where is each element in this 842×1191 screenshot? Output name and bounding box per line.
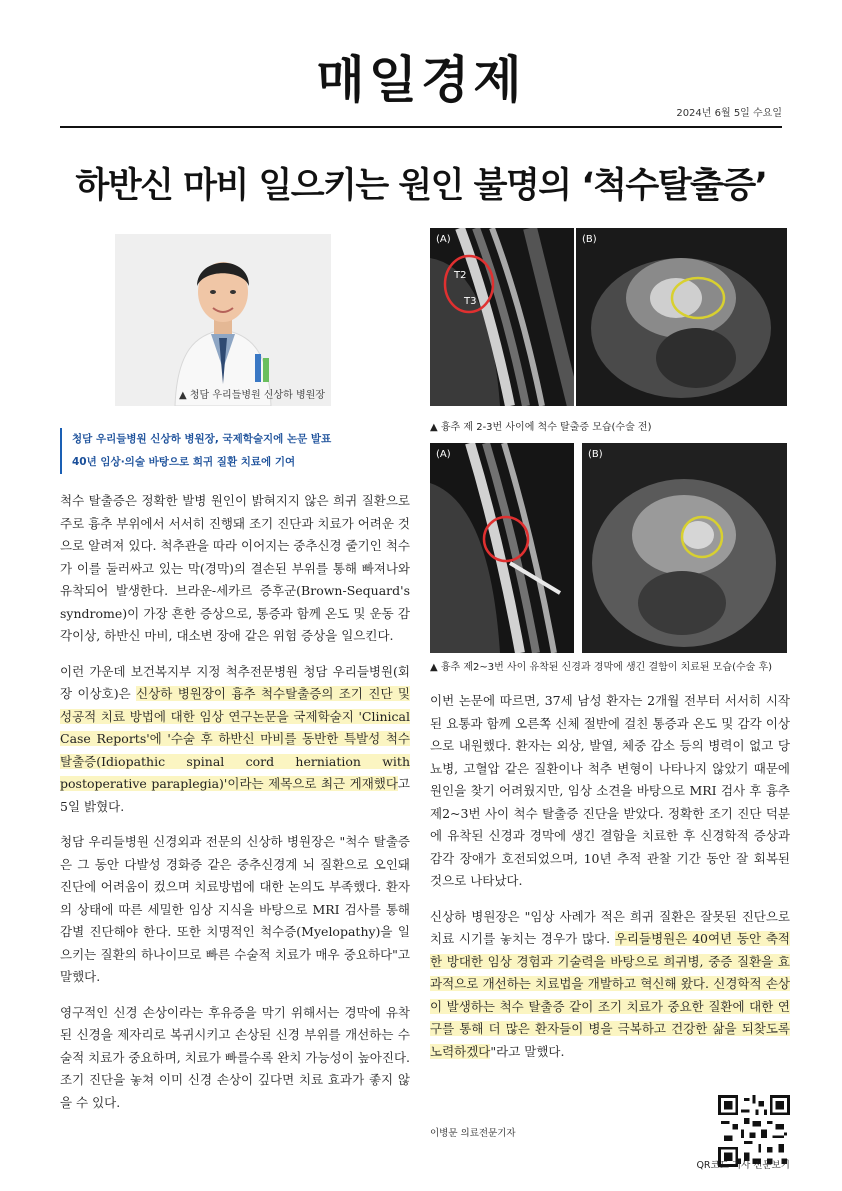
paragraph-6-intro: 신상하 병원장은 "임상 사례가 적은 희귀 질환은 잘못된 진단으로 치료 시기를 놓치는 경우가 많다. xyxy=(430,908,790,946)
photo-caption: ▲ 청담 우리들병원 신상하 병원장 xyxy=(179,390,325,401)
mri-figure-2-caption: ▲ 흉추 제2~3번 사이 유착된 신경과 경막에 생긴 결함이 치료된 모습(수술 후) xyxy=(430,662,773,673)
headline: 하반신 마비 일으키는 원인 불명의 ‘척수탈출증’ xyxy=(75,166,767,206)
left-column xyxy=(60,490,410,1127)
qr-caption: QR코드 기사 전문보기 xyxy=(696,1160,790,1171)
paragraph-6-end: "라고 말했다. xyxy=(490,1043,565,1059)
paragraph-2-highlight: 신상하 병원장이 흉추 척수탈출증의 조기 진단 및 성공적 치료 방법에 대한 임상 연구논문을 국제학술지 'Clinical Case Reports'에 '수술 후 하반신 마비를 동반한 특발성 척수 탈출증(Idiopathic spinal cord herniation with postoperative paraplegia)'이라는 제목으로 최근 게재했다 xyxy=(60,686,410,791)
publication-date: 2024년 6월 5일 수요일 xyxy=(676,108,782,119)
subheading-block xyxy=(60,428,417,474)
subheading-1: 청담 우리들병원 신상하 병원장, 국제학술지에 논문 발표 xyxy=(72,433,332,445)
mri-figure-1-a xyxy=(430,228,574,406)
right-column xyxy=(430,690,790,1076)
paragraph-3: 청담 우리들병원 신경외과 전문의 신상하 병원장은 "척수 탈출증은 그 동안 다발성 경화증 같은 중추신경계 뇌 질환으로 오인돼 진단에 어려움이 컸으며 치료방법에 대한 논의도 부족했다. 환자의 상태에 따른 세밀한 임상 지식을 바탕으로 MRI 검사를 통해 감별 진단해야 한다. 또한 치명적인 척수증(Myelopathy)을 일으키는 질환의 하나이므로 빠른 수술적 치료가 매우 중요하다"고 말했다. xyxy=(60,834,410,984)
mri-figure-2-a xyxy=(430,443,574,653)
paragraph-1: 척수 탈출증은 정확한 발병 원인이 밝혀지지 않은 희귀 질환으로 주로 흉추 부위에서 서서히 진행돼 조기 진단과 치료가 어려운 것으로 알려져 있다. 척추관을 따라 이어지는 중추신경 줄기인 척수가 이를 둘러싸고 있는 막(경막)의 결손된 부위를 통해 빠져나와 유착되어 발생한다. 브라운-세카르 증후군(Brown-Sequard's syndrome)이 가장 흔한 증상으로, 통증과 함께 온도 및 운동 감각이상, 하반신 마비, 대소변 장애 같은 위험 증상을 일으킨다. xyxy=(60,493,410,643)
portrait-photo xyxy=(115,234,331,406)
byline: 이병문 의료전문기자 xyxy=(430,1128,516,1139)
paragraph-2-end: 고 5일 밝혔다. xyxy=(60,776,410,814)
masthead-logo: 매일경제 xyxy=(316,51,526,109)
paragraph-2-intro: 이런 가운데 보건복지부 지정 척추전문병원 청담 우리들병원(회장 이상호)은 xyxy=(60,663,410,701)
paragraph-6-highlight: 우리들병원은 40여년 동안 축적한 방대한 임상 경험과 기술력을 바탕으로 희귀병, 중증 질환을 효과적으로 개선하는 치료법을 개발하고 혁신해 왔다. 신경학적 손상이 발생하는 척수 탈출증 같이 조기 치료가 중요한 질환에 대한 연구를 통해 더 많은 환자들이 병을 극복하고 건강한 삶을 되찾도록 노력하겠다 xyxy=(430,931,790,1059)
fig1-label-a: (A) xyxy=(436,234,451,245)
fig2-label-b: (B) xyxy=(588,449,603,460)
portrait-illustration xyxy=(115,234,331,406)
header-divider xyxy=(60,126,782,128)
fig2-label-a: (A) xyxy=(436,449,451,460)
paragraph-2 xyxy=(60,661,410,819)
paragraph-4: 영구적인 신경 손상이라는 후유증을 막기 위해서는 경막에 유착된 신경을 제자리로 복귀시키고 손상된 신경 부위를 개선하는 수술적 치료가 중요하며, 치료가 빠를수록 완치 가능성이 높아진다. 조기 진단을 놓쳐 이미 신경 손상이 깊다면 치료 효과가 좋지 않을 수 있다. xyxy=(60,1004,410,1110)
fig1-label-b: (B) xyxy=(582,234,597,245)
paragraph-6 xyxy=(430,906,790,1064)
fig1-label-t3: T3 xyxy=(464,296,477,307)
subheading-2: 40년 임상·의술 바탕으로 희귀 질환 치료에 기여 xyxy=(72,456,296,468)
mri-figure-1-b xyxy=(576,228,787,406)
mri-figure-2-b xyxy=(582,443,787,653)
fig1-label-t2: T2 xyxy=(454,270,467,281)
paragraph-5: 이번 논문에 따르면, 37세 남성 환자는 2개월 전부터 서서히 시작된 요통과 함께 오른쪽 신체 절반에 걸친 통증과 온도 및 감각 이상으로 내원했다. 환자는 외상, 발열, 체중 감소 등의 병력이 없고 당뇨병, 고혈압 같은 질환이나 척추 변형이 나타나지 않았기 때문에 원인을 찾기 어려웠지만, 임상 소견을 바탕으로 MRI 검사 후 흉추 제2~3번 사이 척수 탈출증 진단을 받았다. 정확한 조기 진단 덕분에 유착된 신경과 경막에 생긴 결함을 치료한 후 신경학적 증상과 감각 장애가 호전되었으며, 10년 추적 관찰 기간 동안 잘 회복된 것으로 나타났다. xyxy=(430,693,790,888)
mri-figure-1-caption: ▲ 흉추 제 2-3번 사이에 척수 탈출증 모습(수술 전) xyxy=(430,422,652,433)
